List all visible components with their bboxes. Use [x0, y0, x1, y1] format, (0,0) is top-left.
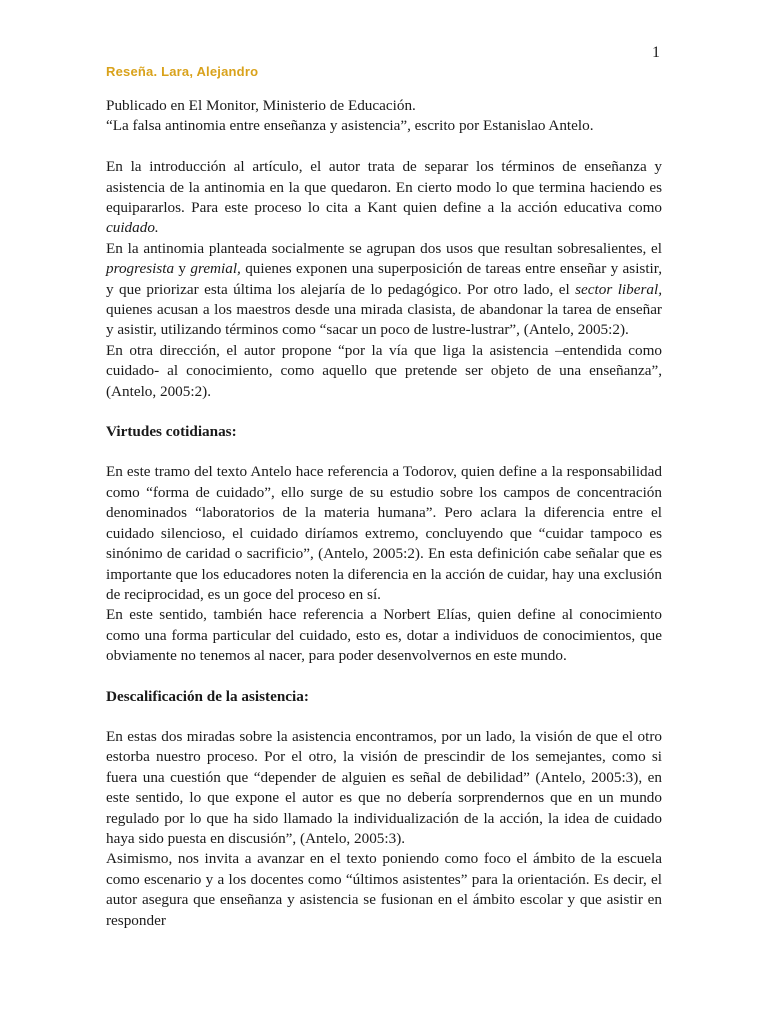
- descalificacion-paragraph-1: En estas dos miradas sobre la asistencia encontramos, por un lado, la visión de que el otro estorba nuestro proceso. Por el otro, la visión de prescindir de los semejantes, como si fuera una cuestión que “depender de alguien es señal de debilidad” (Antelo, 2005:3), en este sentido, lo que expone el autor es que no debería sorprendernos que en un mundo regulado por lo que ha sido llamado la individualización de la acción, la idea de cuidado haya sido puesta en discusión”, (Antelo, 2005:3).: [106, 727, 662, 847]
- publication-line: Publicado en El Monitor, Ministerio de Educación.: [106, 97, 416, 114]
- intro-p1-text: En la introducción al artículo, el autor trata de separar los términos de enseñanza y asistencia de la antinomia en la que quedaron. En cierto modo lo que termina haciendo es equipararlos. Para este proceso lo cita a Kant quien define a la acción educativa como: [106, 158, 662, 217]
- intro-p2-emphasis-gremial: gremial,: [190, 260, 241, 278]
- document-header: Reseña. Lara, Alejandro: [106, 64, 259, 79]
- intro-paragraph-3: En otra dirección, el autor propone “por la vía que liga la asistencia –entendida como cuidado- al conocimiento, como aquello que pretende ser objeto de una enseñanza”, (Antelo, 2005:2).: [106, 341, 662, 400]
- intro-paragraph-1: [106, 157, 662, 239]
- virtudes-paragraph-1: En este tramo del texto Antelo hace referencia a Todorov, quien define a la responsabilidad como “forma de cuidado”, ello surge de su estudio sobre los campos de concentración denominados “laboratorios de la materia humana”. Pero aclara la diferencia entre el cuidado silencioso, el cuidado diríamos extremo, concluyendo que “cuidar tampoco es sinónimo de caridad o sacrificio”, (Antelo, 2005:2). En esta definición cabe señalar que es importante que los educadores noten la diferencia en la acción de cuidar, hay una exclusión de reciprocidad, es un goce del proceso en sí.: [106, 463, 662, 603]
- section-heading-descalificacion: Descalificación de la asistencia:: [106, 687, 309, 705]
- intro-p2-text-d: quienes acusan a los maestros desde una mirada clasista, de abandonar la tarea de enseñar y asistir, utilizando términos como “sacar un poco de lustre-lustrar”, (Antelo, 2005:2).: [106, 301, 662, 339]
- virtudes-paragraph-2: En este sentido, también hace referencia a Norbert Elías, quien define al conocimiento como una forma particular del cuidado, esto es, dotar a individuos de conocimientos, que obviamente no tenemos al nacer, para poder desenvolvernos en este mundo.: [106, 606, 662, 665]
- document-body: [106, 96, 662, 931]
- intro-paragraph-2: [106, 239, 662, 341]
- descalificacion-paragraph-2: Asimismo, nos invita a avanzar en el texto poniendo como foco el ámbito de la escuela como escenario y a los docentes como “últimos asistentes” para la orientación. Es decir, el autor asegura que enseñanza y asistencia se fusionan en el ámbito escolar y que asistir en responder: [106, 850, 662, 929]
- intro-p2-text-b: y: [174, 260, 191, 278]
- section-heading-virtudes: Virtudes cotidianas:: [106, 423, 237, 441]
- intro-p1-emphasis: cuidado.: [106, 219, 159, 237]
- intro-p2-emphasis-liberal: sector liberal,: [575, 280, 662, 298]
- intro-p2-text-c: quienes exponen una superposición de tareas entre enseñar y asistir, y que priorizar esta última los alejaría de lo pedagógico. Por otro lado, el: [106, 260, 663, 298]
- intro-p2-text-a: En la antinomia planteada socialmente se agrupan dos usos que resultan sobresalientes, el: [106, 239, 662, 257]
- article-title-line: “La falsa antinomia entre enseñanza y asistencia”, escrito por Estanislao Antelo.: [106, 117, 594, 135]
- intro-p2-emphasis-progresista: progresista: [106, 260, 175, 278]
- page-number: 1: [652, 44, 660, 61]
